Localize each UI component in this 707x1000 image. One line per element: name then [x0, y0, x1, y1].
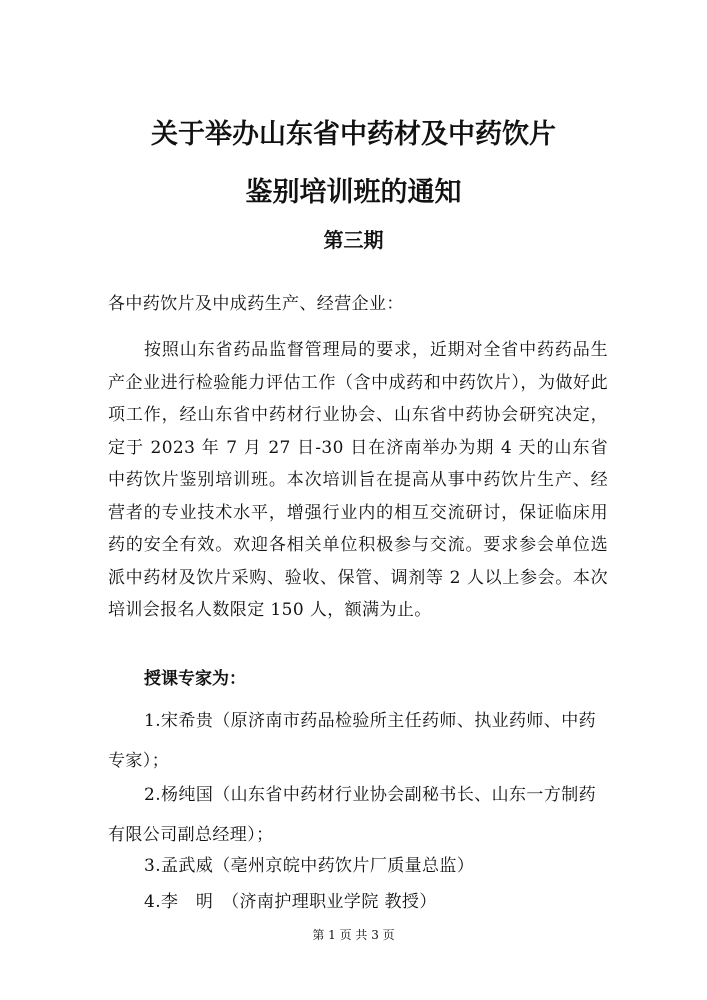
- page-footer: 第 1 页 共 3 页: [312, 928, 395, 942]
- expert-item: 4.李 明 （济南护理职业学院 教授）: [144, 892, 437, 912]
- expert-item: 1.宋希贵（原济南市药品检验所主任药师、执业药师、中药专家）；: [108, 711, 597, 771]
- document-title-line-2: 鉴别培训班的通知: [245, 177, 462, 208]
- expert-item: 2.杨纯国（山东省中药材行业协会副秘书长、山东一方制药有限公司副总经理）；: [108, 785, 597, 845]
- expert-item: 3.孟武威（亳州京皖中药饮片厂质量总监）: [144, 856, 475, 876]
- document-issue-label: 第三期: [323, 228, 384, 252]
- document-title-line-1: 关于举办山东省中药材及中药饮片: [151, 119, 556, 150]
- main-paragraph: 按照山东省药品监督管理局的要求，近期对全省中药药品生产企业进行检验能力评估工作（含中成药和中药饮片），为做好此项工作，经山东省中药材行业协会、山东省中药协会研究决定，定于 2023 年 7 月 27 日-30 日在济南举办为期 4 天的山东省中药饮片鉴别培训班。本次培训旨在提高从事中药饮片生产、经营者的专业技术水平，增强行业内的相互交流研讨，保证临床用药的安全有效。欢迎各相关单位积极参与交流。要求参会单位选派中药材及饮片采购、验收、保管、调剂等 2 人以上参会。本次培训会报名人数限定 150 人，额满为止。: [108, 340, 608, 620]
- experts-heading: 授课专家为：: [144, 669, 246, 689]
- salutation: 各中药饮片及中成药生产、经营企业：: [108, 294, 404, 314]
